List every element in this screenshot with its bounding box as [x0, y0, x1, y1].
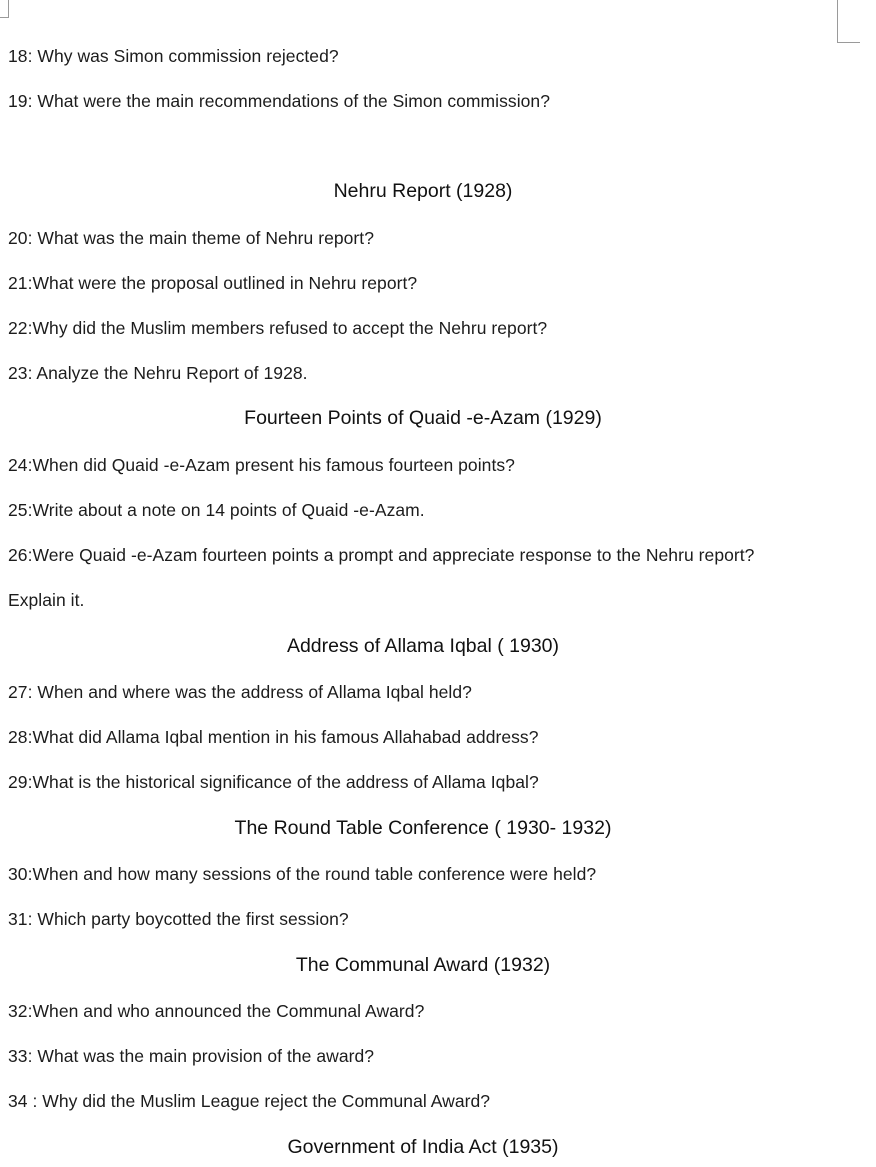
question-22: 22:Why did the Muslim members refused to accept the Nehru report?: [8, 318, 548, 338]
question-18: 18: Why was Simon commission rejected?: [8, 46, 339, 66]
question-30: 30:When and how many sessions of the round table conference were held?: [8, 864, 597, 884]
heading-allama-iqbal-address: Address of Allama Iqbal ( 1930): [286, 635, 560, 657]
heading-communal-award: The Communal Award (1932): [295, 954, 551, 976]
question-31: 31: Which party boycotted the first session?: [8, 909, 349, 929]
question-26: 26:Were Quaid -e-Azam fourteen points a prompt and appreciate response to the Nehru report?: [8, 545, 755, 565]
question-19: 19: What were the main recommendations of the Simon commission?: [8, 91, 551, 111]
question-21: 21:What were the proposal outlined in Nehru report?: [8, 273, 418, 293]
question-27: 27: When and where was the address of Allama Iqbal held?: [8, 682, 472, 702]
question-23: 23: Analyze the Nehru Report of 1928.: [8, 363, 308, 383]
page-corner-mark-top-left: [0, 0, 9, 18]
question-26-continued: Explain it.: [8, 590, 85, 610]
question-28: 28:What did Allama Iqbal mention in his famous Allahabad address?: [8, 727, 539, 747]
question-20: 20: What was the main theme of Nehru report?: [8, 228, 374, 248]
question-32: 32:When and who announced the Communal Award?: [8, 1001, 425, 1021]
question-29: 29:What is the historical significance of the address of Allama Iqbal?: [8, 772, 539, 792]
heading-government-of-india-act: Government of India Act (1935): [287, 1136, 559, 1158]
question-24: 24:When did Quaid -e-Azam present his famous fourteen points?: [8, 455, 515, 475]
heading-round-table-conference: The Round Table Conference ( 1930- 1932): [234, 817, 612, 839]
question-33: 33: What was the main provision of the award?: [8, 1046, 375, 1066]
heading-nehru-report: Nehru Report (1928): [333, 180, 513, 202]
page-corner-mark-top-right: [837, 0, 860, 43]
question-25: 25:Write about a note on 14 points of Quaid -e-Azam.: [8, 500, 425, 520]
heading-fourteen-points: Fourteen Points of Quaid -e-Azam (1929): [244, 407, 602, 429]
question-34: 34 : Why did the Muslim League reject the Communal Award?: [8, 1091, 491, 1111]
